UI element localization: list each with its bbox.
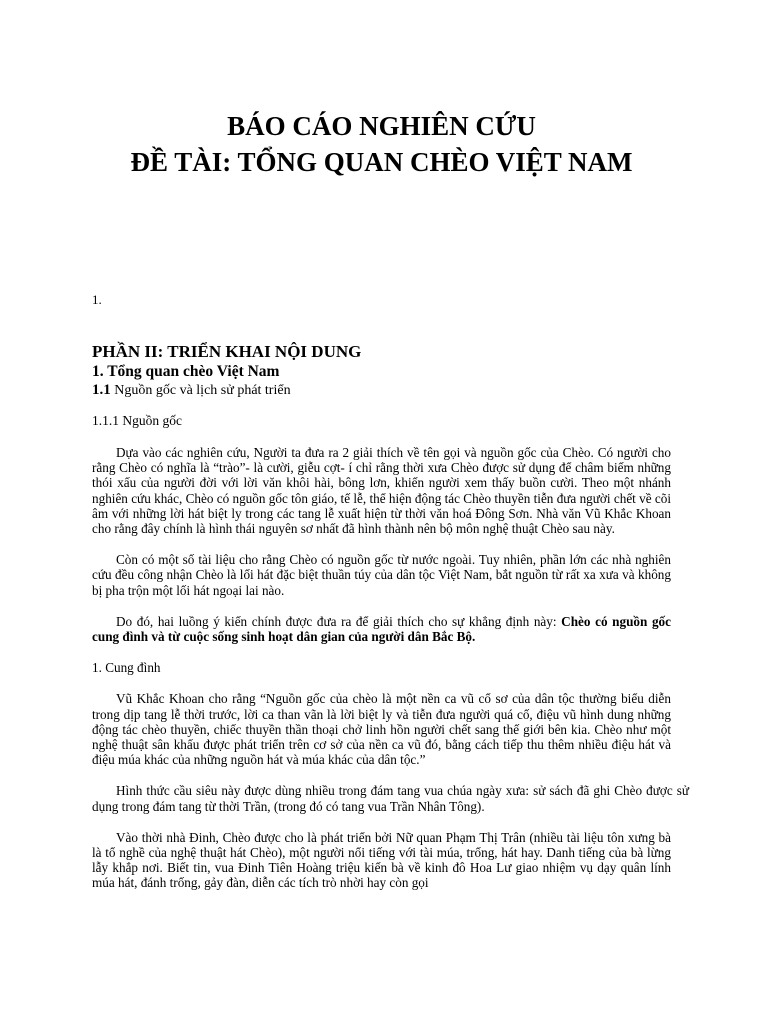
paragraph-text: Do đó, hai luồng ý kiến chính được đưa ra để giải thích cho sự khẳng định này: (116, 613, 562, 629)
paragraph (92, 614, 671, 644)
section-heading-text: Nguồn gốc và lịch sử phát triển (114, 383, 291, 398)
paragraph: Dựa vào các nghiên cứu, Người ta đưa ra 2 giải thích về tên gọi và nguồn gốc của Chèo. Có người cho rằng Chèo có nghĩa là “trào”- là cười, giễu cợt- í chỉ rằng thời xưa Chèo được sử dụng để châm biếm những thói xấu của người đời với lời văn khôi hài, bông lơn, khiến người xem thấy buồn cười. Theo một nhánh nghiên cứu khác, Chèo có nguồn gốc tôn giáo, tế lễ, thể hiện động tác Chèo thuyền tiễn đưa người chết về cõi âm với những lời hát biệt ly trong các tang lễ xuất hiện từ thời văn hoá Đông Sơn. Nhà văn Vũ Khắc Khoan cho rằng đây chính là hình thái nguyên sơ nhất đã hình thành nên bộ môn nghệ thuật Chèo sau này. (92, 445, 671, 537)
paragraph: Còn có một số tài liệu cho rằng Chèo có nguồn gốc từ nước ngoài. Tuy nhiên, phần lớn các nhà nghiên cứu đều công nhận Chèo là lối hát đặc biệt thuần túy của dân tộc Việt Nam, bắt nguồn từ rất xa xưa và không bị pha trộn một lối hát ngoại lai nào. (92, 552, 671, 598)
section-heading-1-1-1: 1.1.1 Nguồn gốc (92, 413, 182, 428)
paragraph: Vũ Khắc Khoan cho rằng “Nguồn gốc của chèo là một nền ca vũ cổ sơ của dân tộc thường biểu diễn trong dịp tang lễ thời trước, lời ca than vãn là lời biệt ly và tiễn đưa người quá cố, điệu vũ hình dung những động tác chèo thuyền, chiếc thuyền thần thoại chở linh hồn người chết sang thế giới bên kia. Chèo như một nghệ thuật sân khấu được phát triển trên cơ sở của nền ca vũ đó, bằng cách tiếp thu thêm nhiều điệu hát và điệu múa khác của những nguồn hát và múa khác của dân tộc.” (92, 691, 671, 768)
list-marker: 1. (92, 292, 102, 307)
section-heading-1-1 (92, 381, 671, 400)
paragraph: Vào thời nhà Đinh, Chèo được cho là phát triển bởi Nữ quan Phạm Thị Trân (nhiều tài liệu tôn xưng bà là tổ nghề của nghệ thuật hát Chèo), một người nổi tiếng với tài múa, trống, hát hay. Danh tiếng của bà lừng lẫy khắp nơi. Biết tin, vua Đinh Tiên Hoàng triệu kiến bà về kinh đô Hoa Lư giao nhiệm vụ dạy quân lính múa hát, đánh trống, gảy đàn, diễn các tích trò nhời hay còn gọi (92, 829, 671, 891)
title-line-2: ĐỀ TÀI: TỔNG QUAN CHÈO VIỆT NAM (130, 147, 633, 177)
document-title (92, 0, 671, 180)
paragraph: Hình thức cầu siêu này được dùng nhiều trong đám tang vua chúa ngày xưa: sử sách đã ghi Chèo được sử dụng trong đám tang từ thời Trần, (trong đó có tang vua Trần Nhân Tông). (92, 783, 689, 814)
section-number: 1.1 (92, 382, 111, 398)
section-heading-1: 1. Tổng quan chèo Việt Nam (92, 363, 280, 380)
title-line-1: BÁO CÁO NGHIÊN CỨU (227, 111, 536, 141)
paragraph-emphasis: Chèo có nguồn gốc cung đình và từ cuộc sống sinh hoạt dân gian của người dân Bắc Bộ. (92, 613, 672, 645)
part-heading: PHẦN II: TRIỂN KHAI NỘI DUNG (92, 342, 362, 361)
list-label-cung-dinh: 1. Cung đình (92, 660, 161, 676)
